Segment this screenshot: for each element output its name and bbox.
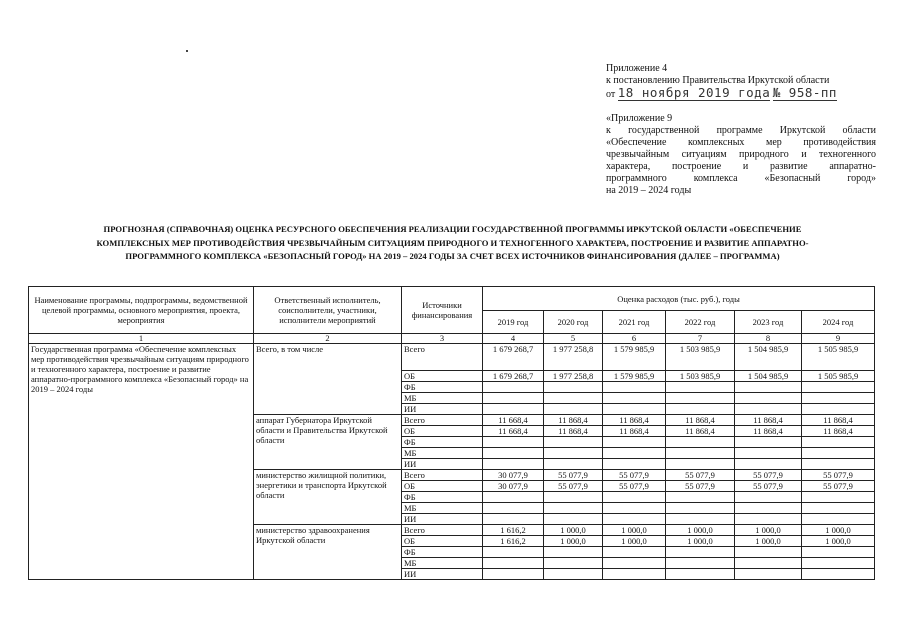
column-index: 1 [29, 334, 254, 344]
appendix-date-line [606, 87, 876, 101]
amount-cell [666, 569, 735, 580]
funding-source-cell: ОБ [402, 371, 483, 382]
header-year: 2023 год [735, 311, 802, 334]
header-year: 2020 год [544, 311, 603, 334]
amount-cell: 30 077,9 [483, 470, 544, 481]
amount-cell [603, 547, 666, 558]
amount-cell [603, 393, 666, 404]
amount-cell: 1 000,0 [544, 536, 603, 547]
appendix-text-line: программного комплекса «Безопасный город» [606, 173, 876, 184]
amount-cell: 1 503 985,9 [666, 344, 735, 371]
amount-cell: 1 579 985,9 [603, 371, 666, 382]
amount-cell [483, 448, 544, 459]
amount-cell [802, 393, 875, 404]
amount-cell [544, 514, 603, 525]
amount-cell [666, 437, 735, 448]
amount-cell [603, 514, 666, 525]
amount-cell: 1 505 985,9 [802, 371, 875, 382]
funding-source-cell: Всего [402, 344, 483, 371]
amount-cell: 11 668,4 [483, 426, 544, 437]
amount-cell: 55 077,9 [666, 470, 735, 481]
funding-source-cell: МБ [402, 393, 483, 404]
amount-cell [802, 437, 875, 448]
amount-cell [544, 558, 603, 569]
funding-source-cell: ИИ [402, 459, 483, 470]
executor-cell: аппарат Губернатора Иркутской области и Правительства Иркутской области [254, 415, 402, 470]
amount-cell: 1 504 985,9 [735, 371, 802, 382]
amount-cell: 1 616,2 [483, 536, 544, 547]
appendix-decree: к постановлению Правительства Иркутской области [606, 75, 830, 86]
funding-source-cell: ФБ [402, 492, 483, 503]
amount-cell [735, 547, 802, 558]
funding-source-cell: ФБ [402, 437, 483, 448]
amount-cell [483, 558, 544, 569]
amount-cell: 1 000,0 [544, 525, 603, 536]
amount-cell: 1 000,0 [603, 525, 666, 536]
column-index: 3 [402, 334, 483, 344]
amount-cell: 11 868,4 [666, 426, 735, 437]
amount-cell: 11 868,4 [735, 426, 802, 437]
amount-cell [666, 459, 735, 470]
amount-cell [802, 569, 875, 580]
amount-cell: 55 077,9 [735, 470, 802, 481]
appendix-text-line: чрезвычайным ситуациям природного и техногенного [606, 149, 876, 160]
amount-cell [483, 459, 544, 470]
appendix-text-line: характера, построение и развитие аппаратно- [606, 161, 876, 172]
funding-source-cell: ФБ [402, 382, 483, 393]
title-line: ПРОГНОЗНАЯ (СПРАВОЧНАЯ) ОЦЕНКА РЕСУРСНОГО ОБЕСПЕЧЕНИЯ РЕАЛИЗАЦИИ ГОСУДАРСТВЕННОЙ ПРОГРАММЫ ИРКУТСКОЙ ОБЛАСТИ «ОБЕСПЕЧЕНИЕ [103, 224, 802, 234]
funding-source-cell: ОБ [402, 536, 483, 547]
amount-cell [603, 492, 666, 503]
amount-cell: 1 503 985,9 [666, 371, 735, 382]
column-index: 5 [544, 334, 603, 344]
amount-cell: 11 868,4 [544, 426, 603, 437]
header-year: 2019 год [483, 311, 544, 334]
amount-cell: 11 868,4 [802, 426, 875, 437]
amount-cell [483, 547, 544, 558]
amount-cell [802, 503, 875, 514]
amount-cell [735, 569, 802, 580]
header-year: 2022 год [666, 311, 735, 334]
title-line: ПРОГРАММНОГО КОМПЛЕКСА «БЕЗОПАСНЫЙ ГОРОД» НА 2019 – 2024 ГОДЫ ЗА СЧЕТ ВСЕХ ИСТОЧНИКОВ ФИНАНСИРОВАНИЯ (ДАЛЕЕ – ПРОГРАММА) [125, 251, 780, 261]
amount-cell [544, 448, 603, 459]
funding-source-cell: Всего [402, 415, 483, 426]
column-index: 8 [735, 334, 802, 344]
header-executor: Ответственный исполнитель, соисполнители, участники, исполнители мероприятий [254, 287, 402, 334]
scan-speck [186, 50, 188, 52]
amount-cell [483, 514, 544, 525]
amount-cell [483, 382, 544, 393]
amount-cell [483, 569, 544, 580]
decree-date: 18 ноября 2019 года [617, 85, 771, 100]
amount-cell [802, 382, 875, 393]
amount-cell [603, 404, 666, 415]
amount-cell [666, 492, 735, 503]
amount-cell [666, 558, 735, 569]
amount-cell: 1 000,0 [735, 536, 802, 547]
executor-cell: министерство здравоохранения Иркутской области [254, 525, 402, 580]
amount-cell [735, 382, 802, 393]
funding-source-cell: МБ [402, 503, 483, 514]
amount-cell: 1 000,0 [666, 536, 735, 547]
amount-cell: 55 077,9 [802, 470, 875, 481]
amount-cell [603, 503, 666, 514]
header-estimate: Оценка расходов (тыс. руб.), годы [483, 287, 875, 311]
amount-cell: 1 679 268,7 [483, 371, 544, 382]
amount-cell: 55 077,9 [603, 481, 666, 492]
amount-cell [544, 503, 603, 514]
amount-cell: 11 868,4 [544, 415, 603, 426]
amount-cell: 1 000,0 [802, 525, 875, 536]
amount-cell [666, 503, 735, 514]
amount-cell [735, 514, 802, 525]
program-name-cell: Государственная программа «Обеспечение комплексных мер противодействия чрезвычайным ситуациям природного и техногенного характера, построение и развитие аппаратно-программного комплекса «Безопасный город» на 2019 – 2024 годы [29, 344, 254, 580]
amount-cell [544, 437, 603, 448]
resource-table [28, 286, 875, 580]
amount-cell [802, 558, 875, 569]
column-index: 6 [603, 334, 666, 344]
amount-cell: 11 868,4 [603, 415, 666, 426]
amount-cell [483, 492, 544, 503]
amount-cell [735, 558, 802, 569]
amount-cell: 11 868,4 [666, 415, 735, 426]
column-index: 7 [666, 334, 735, 344]
amount-cell: 11 868,4 [802, 415, 875, 426]
appendix-block [606, 63, 876, 197]
amount-cell: 55 077,9 [544, 481, 603, 492]
header-name: Наименование программы, подпрограммы, ведомственной целевой программы, основного мероприятия, проекта, мероприятия [29, 287, 254, 334]
amount-cell [735, 437, 802, 448]
executor-cell: Всего, в том числе [254, 344, 402, 415]
appendix-text-line: «Обеспечение комплексных мер противодействия [606, 137, 876, 148]
amount-cell: 1 505 985,9 [802, 344, 875, 371]
amount-cell: 1 504 985,9 [735, 344, 802, 371]
appendix-9-label: «Приложение 9 [606, 113, 673, 124]
column-index: 2 [254, 334, 402, 344]
amount-cell [666, 393, 735, 404]
amount-cell [603, 448, 666, 459]
column-index: 9 [802, 334, 875, 344]
amount-cell [802, 514, 875, 525]
amount-cell [483, 393, 544, 404]
amount-cell [666, 514, 735, 525]
table-body [29, 344, 875, 580]
decree-number: № 958-пп [772, 85, 837, 100]
amount-cell [544, 459, 603, 470]
amount-cell [735, 404, 802, 415]
amount-cell [802, 492, 875, 503]
funding-source-cell: ОБ [402, 481, 483, 492]
appendix-years: на 2019 – 2024 годы [606, 185, 692, 196]
amount-cell: 11 668,4 [483, 415, 544, 426]
amount-cell: 30 077,9 [483, 481, 544, 492]
appendix-text-line: к государственной программе Иркутской области [606, 125, 876, 136]
amount-cell [603, 382, 666, 393]
amount-cell [544, 547, 603, 558]
amount-cell [802, 547, 875, 558]
amount-cell: 11 868,4 [735, 415, 802, 426]
amount-cell: 1 000,0 [603, 536, 666, 547]
amount-cell: 1 977 258,8 [544, 344, 603, 371]
amount-cell [735, 393, 802, 404]
amount-cell: 1 000,0 [735, 525, 802, 536]
document-title [30, 223, 875, 264]
amount-cell: 1 977 258,8 [544, 371, 603, 382]
amount-cell [735, 448, 802, 459]
amount-cell [483, 437, 544, 448]
amount-cell [666, 382, 735, 393]
amount-cell [603, 437, 666, 448]
amount-cell: 1 000,0 [802, 536, 875, 547]
executor-cell: министерство жилищной политики, энергетики и транспорта Иркутской области [254, 470, 402, 525]
amount-cell: 55 077,9 [603, 470, 666, 481]
amount-cell [544, 404, 603, 415]
funding-source-cell: Всего [402, 525, 483, 536]
amount-cell [666, 547, 735, 558]
amount-cell [544, 382, 603, 393]
funding-source-cell: ОБ [402, 426, 483, 437]
funding-source-cell: ФБ [402, 547, 483, 558]
funding-source-cell: ИИ [402, 569, 483, 580]
amount-cell [735, 503, 802, 514]
title-line: КОМПЛЕКСНЫХ МЕР ПРОТИВОДЕЙСТВИЯ ЧРЕЗВЫЧАЙНЫМ СИТУАЦИЯМ ПРИРОДНОГО И ТЕХНОГЕННОГО ХАРАКТЕРА, ПОСТРОЕНИЕ И РАЗВИТИЕ АППАРАТНО- [96, 237, 809, 248]
amount-cell: 1 679 268,7 [483, 344, 544, 371]
funding-source-cell: Всего [402, 470, 483, 481]
appendix-label: Приложение 4 [606, 63, 668, 74]
header-source: Источники финансирования [402, 287, 483, 334]
amount-cell: 1 616,2 [483, 525, 544, 536]
funding-source-cell: МБ [402, 558, 483, 569]
amount-cell: 1 000,0 [666, 525, 735, 536]
amount-cell [603, 459, 666, 470]
amount-cell: 55 077,9 [802, 481, 875, 492]
amount-cell [666, 448, 735, 459]
amount-cell [544, 393, 603, 404]
amount-cell [544, 492, 603, 503]
column-index: 4 [483, 334, 544, 344]
amount-cell [666, 404, 735, 415]
amount-cell [802, 448, 875, 459]
amount-cell [483, 404, 544, 415]
amount-cell [483, 503, 544, 514]
amount-cell [735, 492, 802, 503]
table-row [29, 344, 875, 371]
funding-source-cell: ИИ [402, 404, 483, 415]
from-word: от [606, 89, 616, 100]
amount-cell: 55 077,9 [666, 481, 735, 492]
header-year: 2021 год [603, 311, 666, 334]
amount-cell: 11 868,4 [603, 426, 666, 437]
amount-cell [735, 459, 802, 470]
amount-cell [603, 569, 666, 580]
amount-cell: 55 077,9 [544, 470, 603, 481]
amount-cell: 55 077,9 [735, 481, 802, 492]
amount-cell [603, 558, 666, 569]
amount-cell [544, 569, 603, 580]
amount-cell [802, 404, 875, 415]
funding-source-cell: МБ [402, 448, 483, 459]
amount-cell: 1 579 985,9 [603, 344, 666, 371]
funding-source-cell: ИИ [402, 514, 483, 525]
amount-cell [802, 459, 875, 470]
header-year: 2024 год [802, 311, 875, 334]
